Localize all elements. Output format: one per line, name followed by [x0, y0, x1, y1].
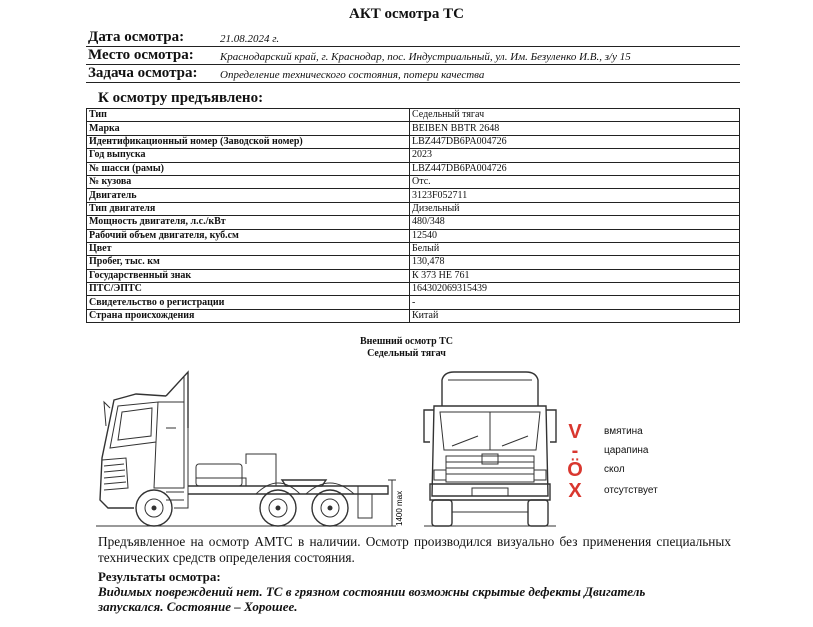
legend-chip-symbol: Ö: [567, 459, 583, 481]
spec-value: 12540: [410, 229, 740, 242]
inspection-place-row: [86, 47, 740, 65]
inspection-date-label: Дата осмотра:: [88, 29, 185, 45]
spec-value: BEIBEN BBTR 2648: [410, 122, 740, 135]
spec-row: [87, 189, 740, 202]
spec-value: К 373 НЕ 761: [410, 269, 740, 282]
spec-value: Отс.: [410, 175, 740, 188]
spec-row: [87, 149, 740, 162]
inspection-task-label: Задача осмотра:: [88, 65, 198, 81]
spec-row: [87, 122, 740, 135]
spec-key: Год выпуска: [87, 149, 410, 162]
legend-dent-label: вмятина: [604, 426, 643, 437]
spec-row: [87, 202, 740, 215]
spec-row: [87, 242, 740, 255]
legend-scratch-label: царапина: [604, 445, 649, 456]
spec-row: [87, 162, 740, 175]
spec-value: -: [410, 296, 740, 309]
results-title: Результаты осмотра:: [98, 569, 221, 584]
spec-row: [87, 256, 740, 269]
spec-value: LBZ447DB6PA004726: [410, 162, 740, 175]
inspection-task-row: [86, 65, 740, 83]
inspection-place-label: Место осмотра:: [88, 47, 194, 63]
legend-chip-label: скол: [604, 464, 625, 475]
spec-key: Марка: [87, 122, 410, 135]
spec-value: Седельный тягач: [410, 109, 740, 122]
truck-front-view-drawing: [420, 366, 560, 534]
legend-missing-symbol: X: [568, 480, 582, 502]
spec-key: Двигатель: [87, 189, 410, 202]
truck-side-view-drawing: [96, 368, 408, 534]
spec-key: Государственный знак: [87, 269, 410, 282]
spec-key: ПТС/ЭПТС: [87, 283, 410, 296]
spec-row: [87, 283, 740, 296]
legend-dent-symbol: V: [568, 421, 582, 443]
spec-row: [87, 216, 740, 229]
document-title: АКТ осмотра ТС: [349, 6, 464, 22]
spec-value: 480/348: [410, 216, 740, 229]
dimension-label: 1400 max: [395, 490, 404, 526]
spec-value: LBZ447DB6PA004726: [410, 135, 740, 148]
spec-value: 3123F052711: [410, 189, 740, 202]
inspection-note-paragraph: Предъявленное на осмотр АМТС в наличии. Осмотр производился визуально без применения специальных технических средств определения состояния.: [98, 534, 731, 565]
inspection-place-value: Краснодарский край, г. Краснодар, пос. Индустриальный, ул. Им. Безуленко И.В., з/у 15: [220, 51, 631, 63]
spec-row: [87, 109, 740, 122]
spec-value: 130,478: [410, 256, 740, 269]
spec-value: 2023: [410, 149, 740, 162]
inspection-title: Внешний осмотр ТС: [359, 336, 454, 347]
spec-key: Тип двигателя: [87, 202, 410, 215]
inspection-date-row: [86, 29, 740, 47]
spec-key: Цвет: [87, 242, 410, 255]
vehicle-spec-table: [86, 108, 740, 323]
spec-row: [87, 309, 740, 322]
legend-missing-label: отсутствует: [604, 485, 658, 496]
spec-key: Рабочий объем двигателя, куб.см: [87, 229, 410, 242]
spec-key: Страна происхождения: [87, 309, 410, 322]
section-title: К осмотру предъявлено:: [98, 90, 264, 106]
spec-value: Дизельный: [410, 202, 740, 215]
inspection-date-value: 21.08.2024 г.: [220, 33, 280, 45]
inspection-subtitle: Седельный тягач: [367, 348, 446, 359]
spec-row: [87, 296, 740, 309]
spec-row: [87, 175, 740, 188]
spec-key: № шасси (рамы): [87, 162, 410, 175]
results-text: Видимых повреждений нет. ТС в грязном состоянии возможны скрытые дефекты Двигатель запускался. Состояние – Хорошее.: [98, 584, 646, 614]
spec-value: 164302069315439: [410, 283, 740, 296]
legend-scratch-symbol: -: [571, 440, 579, 462]
spec-row: [87, 135, 740, 148]
spec-row: [87, 269, 740, 282]
spec-key: Свидетельство о регистрации: [87, 296, 410, 309]
spec-key: Тип: [87, 109, 410, 122]
spec-value: Белый: [410, 242, 740, 255]
spec-row: [87, 229, 740, 242]
inspection-task-value: Определение технического состояния, потери качества: [220, 69, 485, 81]
spec-key: Мощность двигателя, л.с./кВт: [87, 216, 410, 229]
spec-value: Китай: [410, 309, 740, 322]
spec-key: № кузова: [87, 175, 410, 188]
spec-key: Идентификационный номер (Заводской номер): [87, 135, 410, 148]
spec-key: Пробег, тыс. км: [87, 256, 410, 269]
